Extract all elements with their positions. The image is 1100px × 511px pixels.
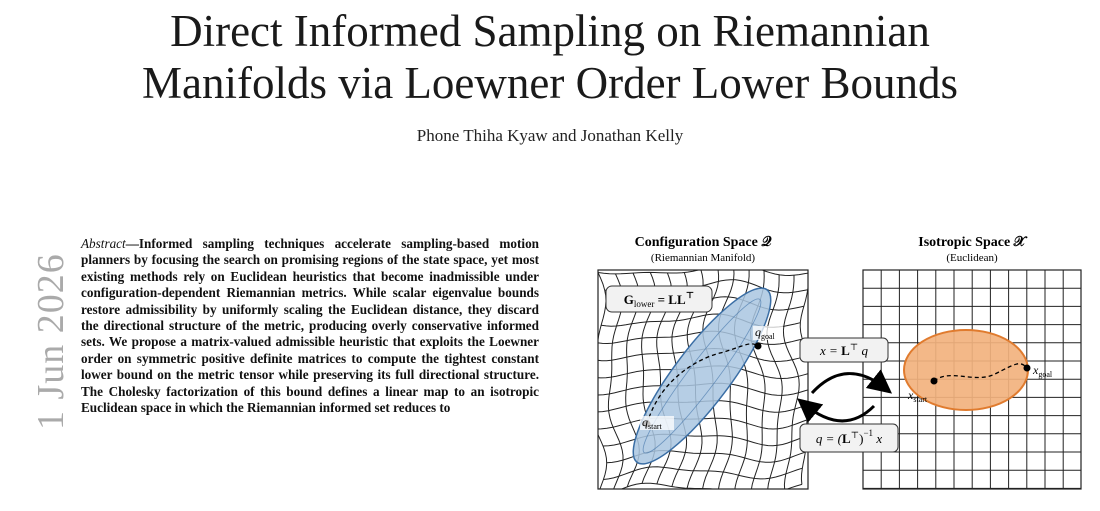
abstract-lead: Abstract: [81, 236, 126, 251]
right-panel-subtitle: (Euclidean): [946, 252, 998, 264]
figure-mapping-diagram: [590, 228, 1100, 506]
inverse-map-label: $q = (L^⊤)^{-1}$ x: [815, 428, 883, 446]
title-line-1: Direct Informed Sampling on Riemannian: [170, 6, 930, 56]
title-line-2: Manifolds via Loewner Order Lower Bounds: [141, 58, 959, 108]
euclidean-grid: [863, 270, 1081, 489]
forward-map-arrow: [812, 374, 885, 393]
q-start-label: $q_{start}$: [642, 415, 662, 431]
abstract-paragraph: [81, 236, 539, 416]
left-panel-subtitle: (Riemannian Manifold): [650, 252, 756, 264]
arxiv-side-stamp: 1 Jun 2026: [30, 253, 72, 430]
x-goal-label: $x_{goal}$: [1033, 363, 1053, 379]
q-goal-label: $q_{goal}$: [755, 325, 775, 341]
left-panel-title: Configuration Space 𝒬: [634, 235, 772, 250]
q-goal-point: [755, 343, 762, 350]
forward-map-label: x = L⊤ q: [820, 342, 868, 358]
x-start-point: [931, 378, 938, 385]
author-list: Phone Thiha Kyaw and Jonathan Kelly: [416, 126, 684, 145]
x-goal-point: [1024, 365, 1031, 372]
x-start-label: $x_{start}$: [908, 388, 928, 404]
paper-title: [0, 5, 1100, 109]
metric-label: $G_{lower} = LL^⊤$: [623, 290, 695, 309]
right-panel-title: Isotropic Space 𝒳: [918, 235, 1026, 250]
abstract-text: —Informed sampling techniques accelerate sampling-based motion planners by focusing the search on promising regions of the state space, yet most existing methods rely on Euclidean heuristics that become inadmissible under configuration-dependent Riemannian metrics. While scalar eigenvalue bounds restore admissibility by uniformly scaling the Euclidean distance, they discard the directional structure of the metric, producing overly conservative informed sets. We propose a matrix-valued admissible heuristic that exploits the Loewner order on symmetric positive definite matrices to compute the tightest constant lower bound on the metric tensor while preserving its full directional structure. The Cholesky factorization of this bound defines a linear map to an isotropic Euclidean space in which the Riemannian informed set reduces to: [81, 236, 539, 416]
